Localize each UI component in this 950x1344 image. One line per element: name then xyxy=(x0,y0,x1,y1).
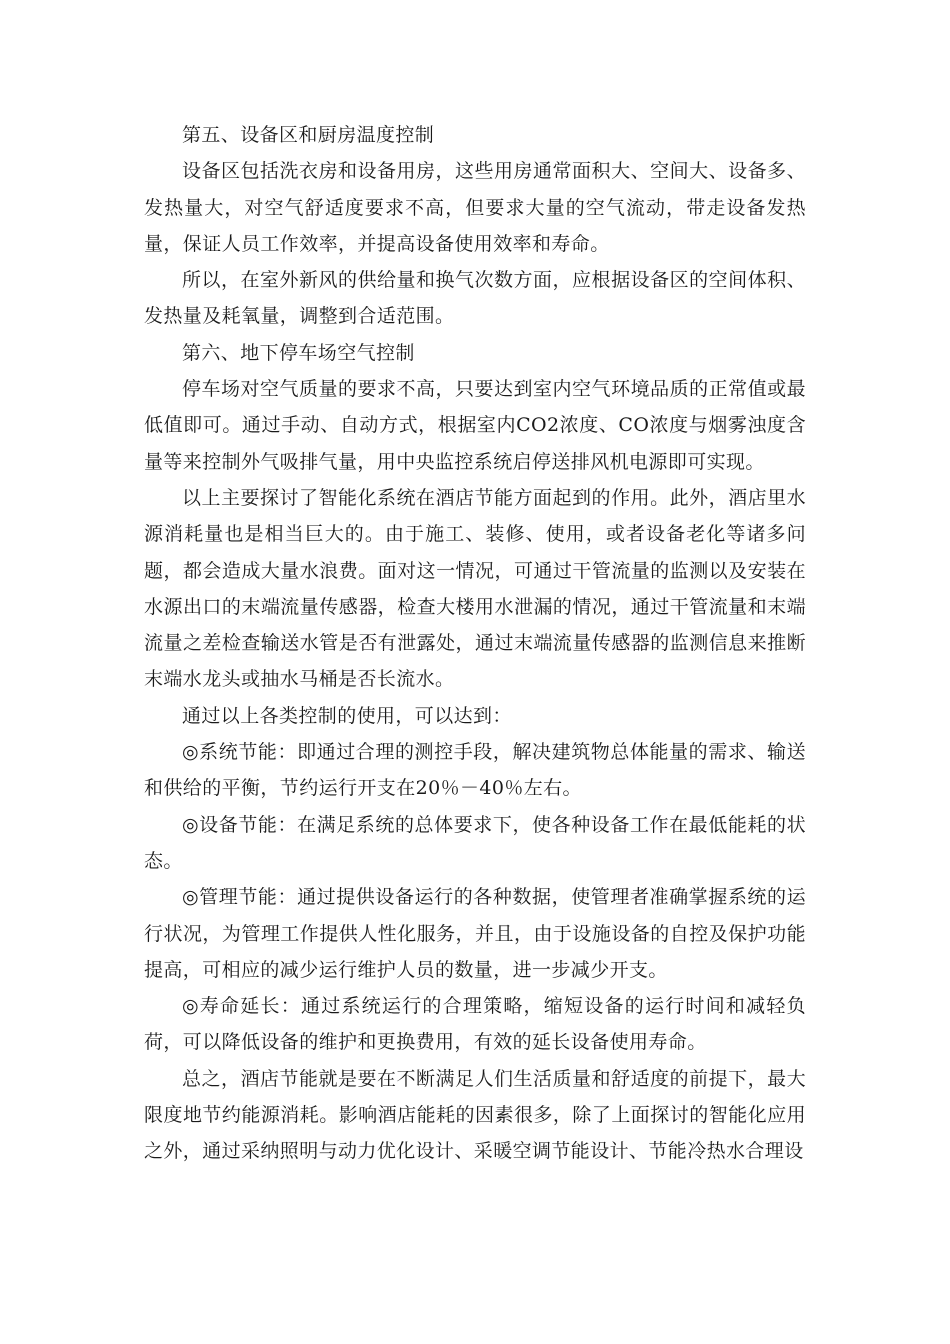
document-body xyxy=(144,117,806,1170)
paragraph-water: 以上主要探讨了智能化系统在酒店节能方面起到的作用。此外，酒店里水源消耗量也是相当巨大的。由于施工、装修、使用，或者设备老化等诸多问题，都会造成大量水浪费。面对这一情况，可通过干管流量的监测以及安装在水源出口的末端流量传感器，检查大楼用水泄漏的情况，通过干管流量和末端流量之差检查输送水管是否有泄露处，通过末端流量传感器的监测信息来推断末端水龙头或抽水马桶是否长流水。 xyxy=(144,486,806,691)
list-item-system-saving: ◎系统节能：即通过合理的测控手段，解决建筑物总体能量的需求、输送和供给的平衡，节约运行开支在20％－40％左右。 xyxy=(144,741,806,800)
paragraph-parking: 停车场对空气质量的要求不高，只要达到室内空气环境品质的正常值或最低值即可。通过手动、自动方式，根据室内CO2浓度、CO浓度与烟雾浊度含量等来控制外气吸排气量，用中央监控系统启停送排风机电源即可实现。 xyxy=(144,378,806,473)
list-item-lifespan: ◎寿命延长：通过系统运行的合理策略，缩短设备的运行时间和减轻负荷，可以降低设备的维护和更换费用，有效的延长设备使用寿命。 xyxy=(144,995,806,1054)
paragraph-summary-intro: 通过以上各类控制的使用，可以达到： xyxy=(182,704,512,727)
paragraph-conclusion: 总之，酒店节能就是要在不断满足人们生活质量和舒适度的前提下，最大限度地节约能源消耗。影响酒店能耗的因素很多，除了上面探讨的智能化应用之外，通过采纳照明与动力优化设计、采暖空调节能设计、节能冷热水合理设 xyxy=(144,1067,806,1163)
section-heading-five: 第五、设备区和厨房温度控制 xyxy=(182,124,435,146)
list-item-management-saving: ◎管理节能：通过提供设备运行的各种数据，使管理者准确掌握系统的运行状况，为管理工作提供人性化服务，并且，由于设施设备的自控及保护功能提高，可相应的减少运行维护人员的数量，进一步减少开支。 xyxy=(144,886,806,981)
list-item-equipment-saving: ◎设备节能：在满足系统的总体要求下，使各种设备工作在最低能耗的状态。 xyxy=(144,813,806,872)
section-heading-six: 第六、地下停车场空气控制 xyxy=(182,341,415,364)
paragraph-fresh-air: 所以，在室外新风的供给量和换气次数方面，应根据设备区的空间体积、发热量及耗氧量，调整到合适范围。 xyxy=(144,269,806,328)
paragraph-equipment-area: 设备区包括洗衣房和设备用房，这些用房通常面积大、空间大、设备多、发热量大，对空气舒适度要求不高，但要求大量的空气流动，带走设备发热量，保证人员工作效率，并提高设备使用效率和寿命。 xyxy=(144,160,806,255)
